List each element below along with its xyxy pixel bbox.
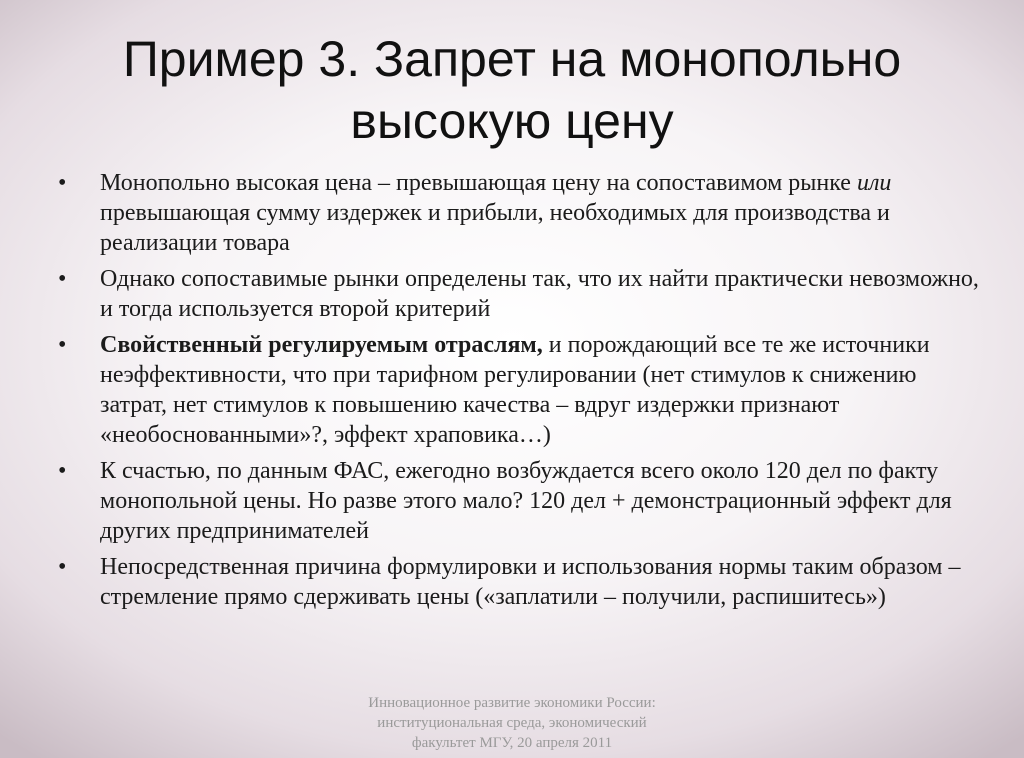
slide-title: Пример 3. Запрет на монопольно высокую цену [122, 31, 902, 149]
bullet-text: Непосредственная причина формулировки и использования нормы таким образом – стремление прямо сдерживать цены («заплатили – получили, распишитесь») [100, 554, 961, 610]
bullet-text-italic: или [856, 170, 892, 196]
bullet-icon: • [58, 458, 67, 484]
slide-footer [300, 693, 724, 753]
bullet-icon: • [58, 554, 67, 580]
footer-line-2: институциональная среда, экономический [377, 715, 647, 731]
bullet-icon: • [58, 170, 67, 196]
bullet-text-post: превышающая сумму издержек и прибыли, необходимых для производства и реализации товара [100, 200, 890, 256]
bullet-icon: • [58, 266, 67, 292]
bullet-text-post: и порождающий все те же источники неэффективности, что при тарифном регулировании (нет стимулов к снижению затрат, нет стимулов к повышению качества – вдруг издержки признают «необоснованными»?, эффект храповика…) [100, 332, 930, 448]
footer-line-1: Инновационное развитие экономики России: [368, 695, 656, 711]
bullet-text-bold: Свойственный регулируемым отраслям, [100, 332, 543, 358]
bullet-icon: • [58, 332, 67, 358]
bullet-text: К счастью, по данным ФАС, ежегодно возбуждается всего около 120 дел по факту монопольной цены. Но разве этого мало? 120 дел + демонстрационный эффект для других предпринимателей [100, 458, 952, 544]
bullet-text-pre: Монопольно высокая цена – превышающая цену на сопоставимом рынке [100, 170, 857, 196]
bullet-item-4 [58, 456, 983, 546]
bullet-text: Однако сопоставимые рынки определены так, что их найти практически невозможно, и тогда используется второй критерий [100, 266, 979, 322]
bullet-item-1 [58, 168, 983, 258]
bullet-item-5 [58, 552, 983, 612]
bullet-item-2 [58, 264, 983, 324]
bullet-item-3 [58, 330, 983, 450]
bullet-list [58, 168, 983, 618]
footer-line-3: факультет МГУ, 20 апреля 2011 [411, 735, 613, 751]
